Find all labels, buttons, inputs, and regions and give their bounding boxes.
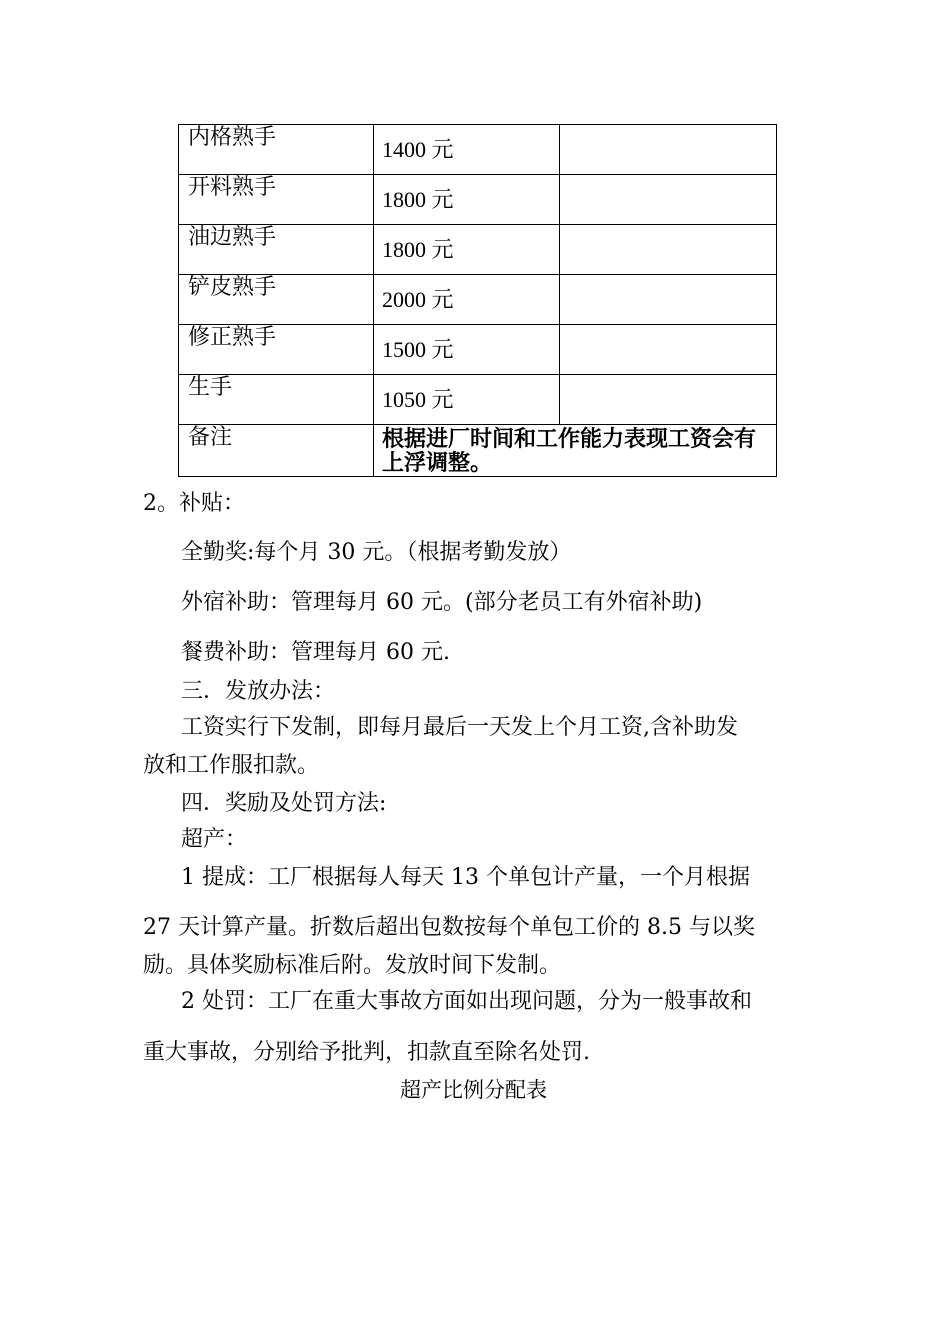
empty-cell (560, 175, 777, 225)
position-cell: 生手 (179, 375, 374, 425)
commission-line-2: 27 天计算产量。折数后超出包数按每个单包工价的 8.5 与以奖 (143, 915, 755, 940)
salary-cell: 2000 元 (374, 275, 560, 325)
table-row (179, 375, 777, 425)
salary-cell: 1400 元 (374, 125, 560, 175)
position-cell: 开料熟手 (179, 175, 374, 225)
salary-cell: 1800 元 (374, 175, 560, 225)
position-cell: 内格熟手 (179, 125, 374, 175)
lodging-subsidy-line: 外宿补助：管理每月 60 元。(部分老员工有外宿补助) (181, 590, 703, 615)
empty-cell (560, 375, 777, 425)
table-row (179, 325, 777, 375)
remark-row (179, 425, 777, 477)
table-row (179, 275, 777, 325)
position-cell: 修正熟手 (179, 325, 374, 375)
remark-text-cell: 根据进厂时间和工作能力表现工资会有上浮调整。 (374, 425, 777, 477)
allocation-table-title: 超产比例分配表 (400, 1078, 547, 1102)
salary-cell: 1050 元 (374, 375, 560, 425)
empty-cell (560, 325, 777, 375)
payment-text-line-1: 工资实行下发制，即每月最后一天发上个月工资,含补助发 (181, 715, 738, 740)
empty-cell (560, 125, 777, 175)
empty-cell (560, 225, 777, 275)
remark-label-cell: 备注 (179, 425, 374, 477)
salary-cell: 1500 元 (374, 325, 560, 375)
overproduction-label: 超产： (181, 827, 248, 852)
section-reward-heading: 四．奖励及处罚方法: (181, 791, 387, 816)
empty-cell (560, 275, 777, 325)
wage-table (178, 124, 777, 477)
salary-cell: 1800 元 (374, 225, 560, 275)
table-row (179, 175, 777, 225)
table-row (179, 225, 777, 275)
section-subsidy-heading: 2。补贴： (143, 491, 245, 516)
penalty-line-2: 重大事故，分别给予批判，扣款直至除名处罚. (143, 1040, 590, 1065)
table-row (179, 125, 777, 175)
commission-line-1: 1 提成：工厂根据每人每天 13 个单包计产量，一个月根据 (181, 865, 750, 890)
payment-text-line-2: 放和工作服扣款。 (143, 753, 320, 778)
commission-line-3: 励。具体奖励标准后附。发放时间下发制。 (143, 953, 562, 978)
section-payment-heading: 三．发放办法： (181, 679, 336, 704)
position-cell: 铲皮熟手 (179, 275, 374, 325)
meal-subsidy-line: 餐费补助：管理每月 60 元. (181, 640, 450, 665)
attendance-bonus-line: 全勤奖:每个月 30 元。（根据考勤发放） (181, 540, 572, 565)
position-cell: 油边熟手 (179, 225, 374, 275)
penalty-line-1: 2 处罚：工厂在重大事故方面如出现问题，分为一般事故和 (181, 989, 752, 1014)
